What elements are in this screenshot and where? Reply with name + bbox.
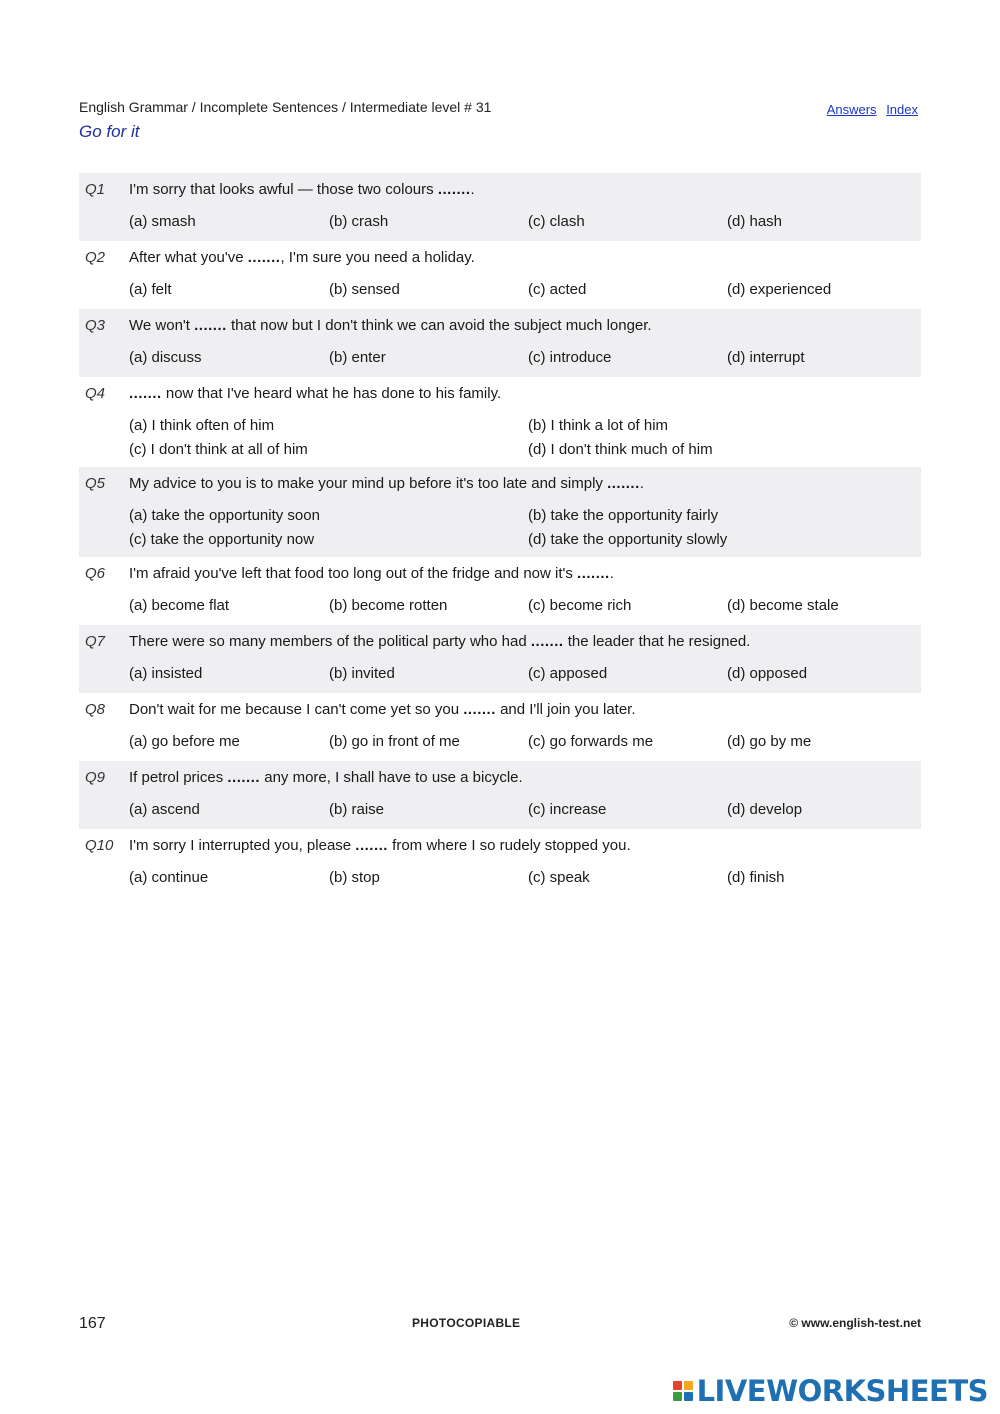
option-a[interactable]: (a) go before me (129, 733, 240, 750)
breadcrumb: English Grammar / Incomplete Sentences / Intermediate level # 31 (79, 99, 492, 115)
brand-text: LIVEWORKSHEETS (696, 1374, 988, 1408)
question-text: ....... now that I've heard what he has done to his family. (129, 385, 502, 402)
option-d[interactable]: (d) interrupt (727, 349, 805, 366)
option-c[interactable]: (c) go forwards me (528, 733, 654, 750)
option-b[interactable]: (b) sensed (329, 281, 400, 298)
option-c[interactable]: (c) I don't think at all of him (129, 441, 308, 458)
option-b[interactable]: (b) go in front of me (329, 733, 460, 750)
option-d[interactable]: (d) take the opportunity slowly (528, 531, 728, 548)
question-number: Q9 (85, 769, 106, 786)
option-c[interactable]: (c) take the opportunity now (129, 531, 315, 548)
question-text: If petrol prices ....... any more, I shall have to use a bicycle. (129, 769, 523, 786)
blank: ....... (437, 181, 471, 198)
option-c[interactable]: (c) apposed (528, 665, 608, 682)
option-c[interactable]: (c) introduce (528, 349, 612, 366)
option-a[interactable]: (a) felt (129, 281, 172, 298)
question-text: My advice to you is to make your mind up before it's too late and simply ........ (129, 475, 644, 492)
question-10 (79, 829, 921, 897)
option-c[interactable]: (c) clash (528, 213, 585, 230)
liveworksheets-logo (673, 1374, 988, 1408)
question-number: Q5 (85, 475, 106, 492)
option-d[interactable]: (d) experienced (727, 281, 832, 298)
option-a[interactable]: (a) take the opportunity soon (129, 507, 320, 524)
question-5 (79, 467, 921, 557)
logo-square-red (673, 1381, 682, 1390)
option-a[interactable]: (a) I think often of him (129, 417, 275, 434)
liveworksheets-icon (673, 1381, 693, 1401)
option-c[interactable]: (c) speak (528, 869, 590, 886)
question-7 (79, 625, 921, 693)
question-number: Q6 (85, 565, 106, 582)
question-number: Q4 (85, 385, 106, 402)
option-b[interactable]: (b) invited (329, 665, 395, 682)
question-text: After what you've ......., I'm sure you need a holiday. (129, 249, 475, 266)
question-text: There were so many members of the political party who had ....... the leader that he resigned. (129, 633, 751, 650)
option-d[interactable]: (d) go by me (727, 733, 812, 750)
option-b[interactable]: (b) crash (329, 213, 389, 230)
top-links (821, 102, 918, 117)
option-c[interactable]: (c) acted (528, 281, 587, 298)
option-b[interactable]: (b) raise (329, 801, 385, 818)
option-d[interactable]: (d) become stale (727, 597, 839, 614)
question-number: Q2 (85, 249, 106, 266)
blank: ....... (247, 249, 281, 266)
blank: ....... (129, 385, 162, 402)
copyright: © www.english-test.net (789, 1316, 921, 1330)
question-3 (79, 309, 921, 377)
blank: ....... (194, 317, 227, 334)
option-a[interactable]: (a) continue (129, 869, 209, 886)
blank: ....... (227, 769, 261, 786)
photocopiable-label: PHOTOCOPIABLE (412, 1316, 521, 1330)
index-link[interactable]: Index (886, 102, 918, 117)
question-number: Q3 (85, 317, 106, 334)
option-a[interactable]: (a) smash (129, 213, 196, 230)
question-1 (79, 173, 921, 241)
question-number: Q8 (85, 701, 106, 718)
option-a[interactable]: (a) insisted (129, 665, 203, 682)
option-b[interactable]: (b) enter (329, 349, 386, 366)
blank: ....... (530, 633, 564, 650)
answers-link[interactable]: Answers (826, 102, 877, 117)
option-b[interactable]: (b) stop (329, 869, 380, 886)
question-text: I'm sorry that looks awful — those two colours ........ (129, 181, 475, 198)
question-6 (79, 557, 921, 625)
question-number: Q7 (85, 633, 106, 650)
question-2 (79, 241, 921, 309)
blank: ....... (355, 837, 388, 854)
question-4 (79, 377, 921, 467)
question-text: I'm afraid you've left that food too long out of the fridge and now it's ........ (129, 565, 614, 582)
option-c[interactable]: (c) increase (528, 801, 607, 818)
question-number: Q1 (85, 181, 106, 198)
page-number: 167 (79, 1315, 106, 1332)
question-9 (79, 761, 921, 829)
option-a[interactable]: (a) ascend (129, 801, 200, 818)
option-b[interactable]: (b) I think a lot of him (528, 417, 669, 434)
question-list (79, 173, 921, 897)
logo-square-green (673, 1392, 682, 1401)
question-text: We won't ....... that now but I don't think we can avoid the subject much longer. (129, 317, 652, 334)
option-d[interactable]: (d) opposed (727, 665, 808, 682)
option-c[interactable]: (c) become rich (528, 597, 632, 614)
option-b[interactable]: (b) become rotten (329, 597, 448, 614)
blank: ....... (577, 565, 610, 582)
question-text: Don't wait for me because I can't come yet so you ....... and I'll join you later. (129, 701, 636, 718)
page-title: Go for it (79, 122, 140, 141)
question-number: Q10 (85, 837, 114, 854)
option-d[interactable]: (d) I don't think much of him (528, 441, 713, 458)
option-d[interactable]: (d) hash (727, 213, 783, 230)
blank: ....... (463, 701, 496, 718)
option-a[interactable]: (a) discuss (129, 349, 202, 366)
option-a[interactable]: (a) become flat (129, 597, 230, 614)
option-d[interactable]: (d) develop (727, 801, 803, 818)
logo-square-orange (684, 1381, 693, 1390)
option-d[interactable]: (d) finish (727, 869, 785, 886)
question-8 (79, 693, 921, 761)
logo-square-blue (684, 1392, 693, 1401)
question-text: I'm sorry I interrupted you, please ....... from where I so rudely stopped you. (129, 837, 631, 854)
blank: ....... (607, 475, 640, 492)
option-b[interactable]: (b) take the opportunity fairly (528, 507, 719, 524)
